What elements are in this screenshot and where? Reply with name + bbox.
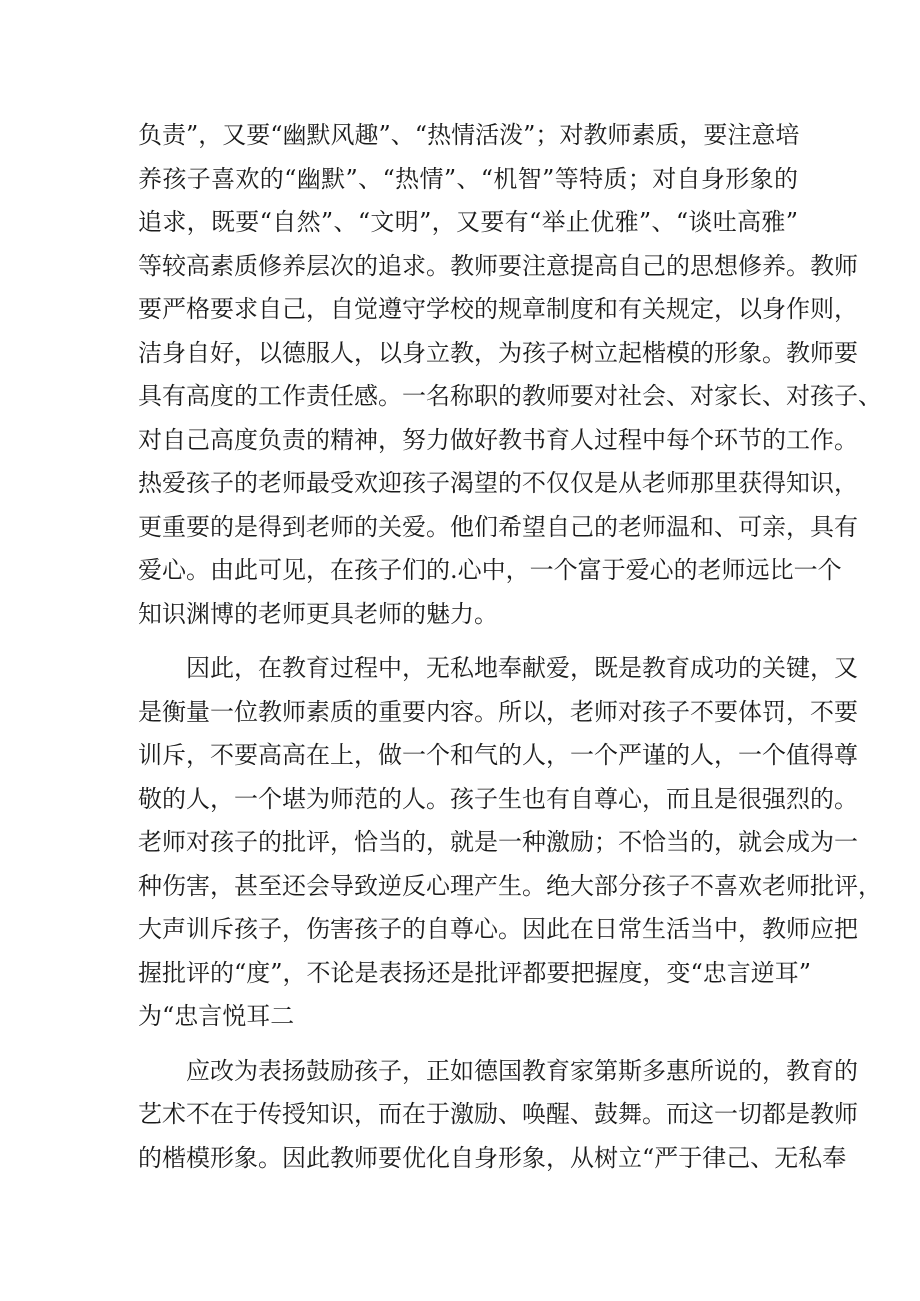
paragraph-spacer	[138, 1039, 798, 1050]
paragraph-1-line-12: 知识渊博的老师更具老师的魅力。	[138, 599, 498, 628]
paragraph-1-line-7: 具有高度的工作责任感。一名称职的教师要对社会、对家长、对孩子、	[138, 382, 882, 410]
paragraph-2-line-3: 训斥，不要高高在上，做一个和气的人，一个严谨的人，一个值得尊	[138, 741, 858, 769]
paragraph-2-line-8: 握批评的“度”，不论是表扬还是批评都要把握度，变“忠言逆耳”	[138, 958, 812, 987]
paragraph-1-line-1: 负责”，又要“幽默风趣”、“热情活泼”；对教师素质，要注意培	[138, 121, 800, 149]
paragraph-2-line-5: 老师对孩子的批评，恰当的，就是一种激励；不恰当的，就会成为一	[138, 828, 858, 856]
paragraph-1-line-3: 追求，既要“自然”、“文明”，又要有“举止优雅”、“谈吐高雅”	[138, 208, 798, 236]
paragraph-2-line-9: 为“忠言悦耳二	[138, 1002, 295, 1030]
paragraph-spacer	[138, 636, 798, 647]
paragraph-1-line-8: 对自己高度负责的精神，努力做好教书育人过程中每个环节的工作。	[138, 425, 858, 454]
paragraph-2-line-2: 是衡量一位教师素质的重要内容。所以，老师对孩子不要体罚，不要	[138, 697, 858, 726]
document-body	[138, 114, 882, 1180]
paragraph-3-line-3: 的楷模形象。因此教师要优化自身形象，从树立“严于律己、无私奉	[138, 1143, 847, 1172]
paragraph-1-line-9: 热爱孩子的老师最受欢迎孩子渴望的不仅仅是从老师那里获得知识，	[138, 469, 858, 497]
paragraph-1-line-4: 等较高素质修养层次的追求。教师要注意提高自己的思想修养。教师	[138, 251, 858, 280]
paragraph-1-line-11: 爱心。由此可见，在孩子们的.心中，一个富于爱心的老师远比一个	[138, 556, 842, 584]
paragraph-3-line-1: 应改为表扬鼓励孩子，正如德国教育家第斯多惠所说的，教育的	[186, 1056, 858, 1085]
paragraph-1-line-10: 更重要的是得到老师的关爱。他们希望自己的老师温和、可亲，具有	[138, 512, 858, 541]
paragraph-2-line-1: 因此，在教育过程中，无私地奉献爱，既是教育成功的关键，又	[186, 654, 858, 682]
paragraph-3-line-2: 艺术不在于传授知识，而在于激励、唤醒、鼓舞。而这一切都是教师	[138, 1100, 858, 1128]
paragraph-2-line-6: 种伤害，甚至还会导致逆反心理产生。绝大部分孩子不喜欢老师批评，	[138, 871, 882, 900]
paragraph-2-line-4: 敬的人，一个堪为师范的人。孩子生也有自尊心，而且是很强烈的。	[138, 784, 858, 813]
paragraph-1-line-5: 要严格要求自己，自觉遵守学校的规章制度和有关规定，以身作则，	[138, 295, 858, 323]
paragraph-1-line-6: 洁身自好，以德服人，以身立教，为孩子树立起楷模的形象。教师要	[138, 338, 858, 367]
paragraph-1-line-2: 养孩子喜欢的“幽默”、“热情”、“机智”等特质；对自身形象的	[138, 164, 798, 193]
paragraph-2-line-7: 大声训斥孩子，伤害孩子的自尊心。因此在日常生活当中，教师应把	[138, 915, 858, 943]
